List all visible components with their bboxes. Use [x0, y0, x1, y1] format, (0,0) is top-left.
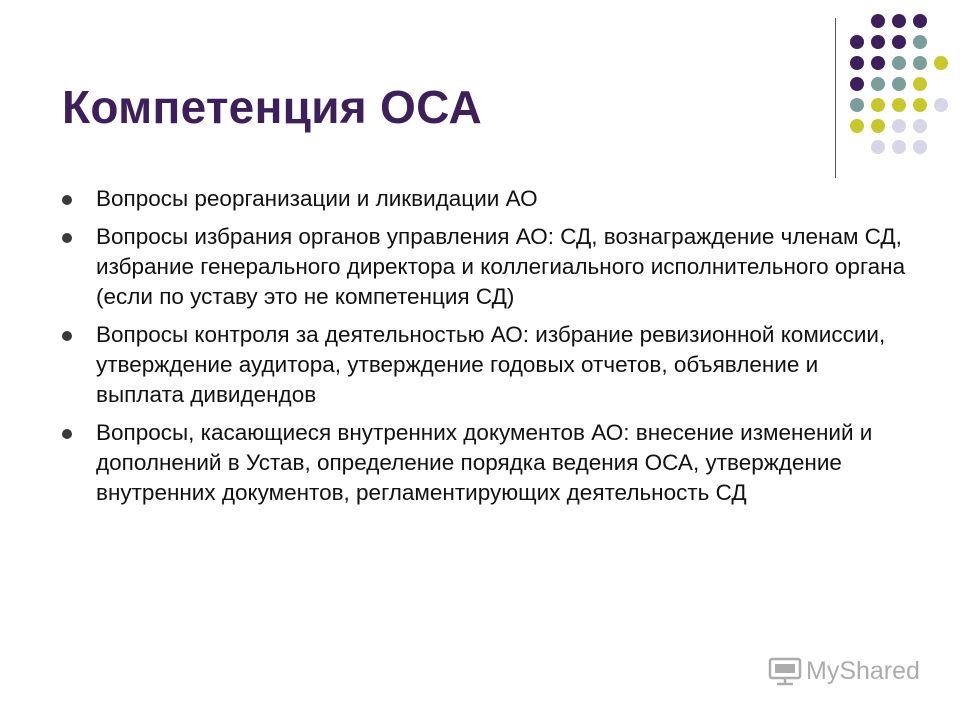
presentation-board-icon [768, 656, 802, 686]
decorative-dot [871, 140, 885, 154]
watermark-logo [768, 656, 920, 686]
decorative-dot [850, 56, 864, 70]
decorative-dot [913, 119, 927, 133]
decorative-dot [892, 56, 906, 70]
bullet-dot-icon [62, 331, 72, 341]
decorative-dot [913, 98, 927, 112]
decorative-dot [913, 14, 927, 28]
decorative-dot [850, 98, 864, 112]
bullet-text: Вопросы контроля за деятельностью АО: избрание ревизионной комиссии, утверждение аудитора, утверждение годовых отчетов, объявление и выплата дивидендов [96, 322, 886, 407]
decorative-dot [871, 119, 885, 133]
decorative-dot [934, 56, 948, 70]
decorative-dot [913, 140, 927, 154]
slide-title: Компетенция ОСА [62, 81, 483, 133]
decorative-dot [850, 35, 864, 49]
bullet-item-4 [60, 418, 910, 508]
bullet-dot-icon [62, 429, 72, 439]
bullet-list [60, 184, 910, 516]
decorative-dot [913, 77, 927, 91]
bullet-item-3 [60, 320, 910, 410]
decorative-dot [871, 56, 885, 70]
decorative-dot [871, 14, 885, 28]
watermark-text: MyShared [806, 656, 920, 685]
decorative-dot [892, 119, 906, 133]
bullet-item-2 [60, 222, 910, 312]
decorative-dot [871, 35, 885, 49]
bullet-dot-icon [62, 233, 72, 243]
decorative-dot [892, 140, 906, 154]
bullet-item-1 [60, 184, 910, 214]
decorative-dot [913, 56, 927, 70]
bullet-text: Вопросы, касающиеся внутренних документов АО: внесение изменений и дополнений в Устав, определение порядка ведения ОСА, утверждение внутренних документов, регламентирующих деятельность СД [96, 420, 873, 505]
bullet-dot-icon [62, 195, 72, 205]
decorative-dot [913, 35, 927, 49]
decorative-dot [850, 77, 864, 91]
decorative-dot [892, 35, 906, 49]
decorative-dot [892, 98, 906, 112]
decorative-dot [892, 14, 906, 28]
decorative-dot [871, 77, 885, 91]
decorative-dot-grid [848, 12, 958, 162]
decorative-dot [934, 98, 948, 112]
decorative-dot [850, 119, 864, 133]
decorative-divider [835, 18, 836, 178]
decorative-dot [892, 77, 906, 91]
bullet-text: Вопросы избрания органов управления АО: СД, вознаграждение членам СД, избрание генерального директора и коллегиального исполнительного органа (если по уставу это не компетенция СД) [96, 224, 906, 309]
bullet-text: Вопросы реорганизации и ликвидации АО [96, 186, 538, 211]
decorative-dot [871, 98, 885, 112]
